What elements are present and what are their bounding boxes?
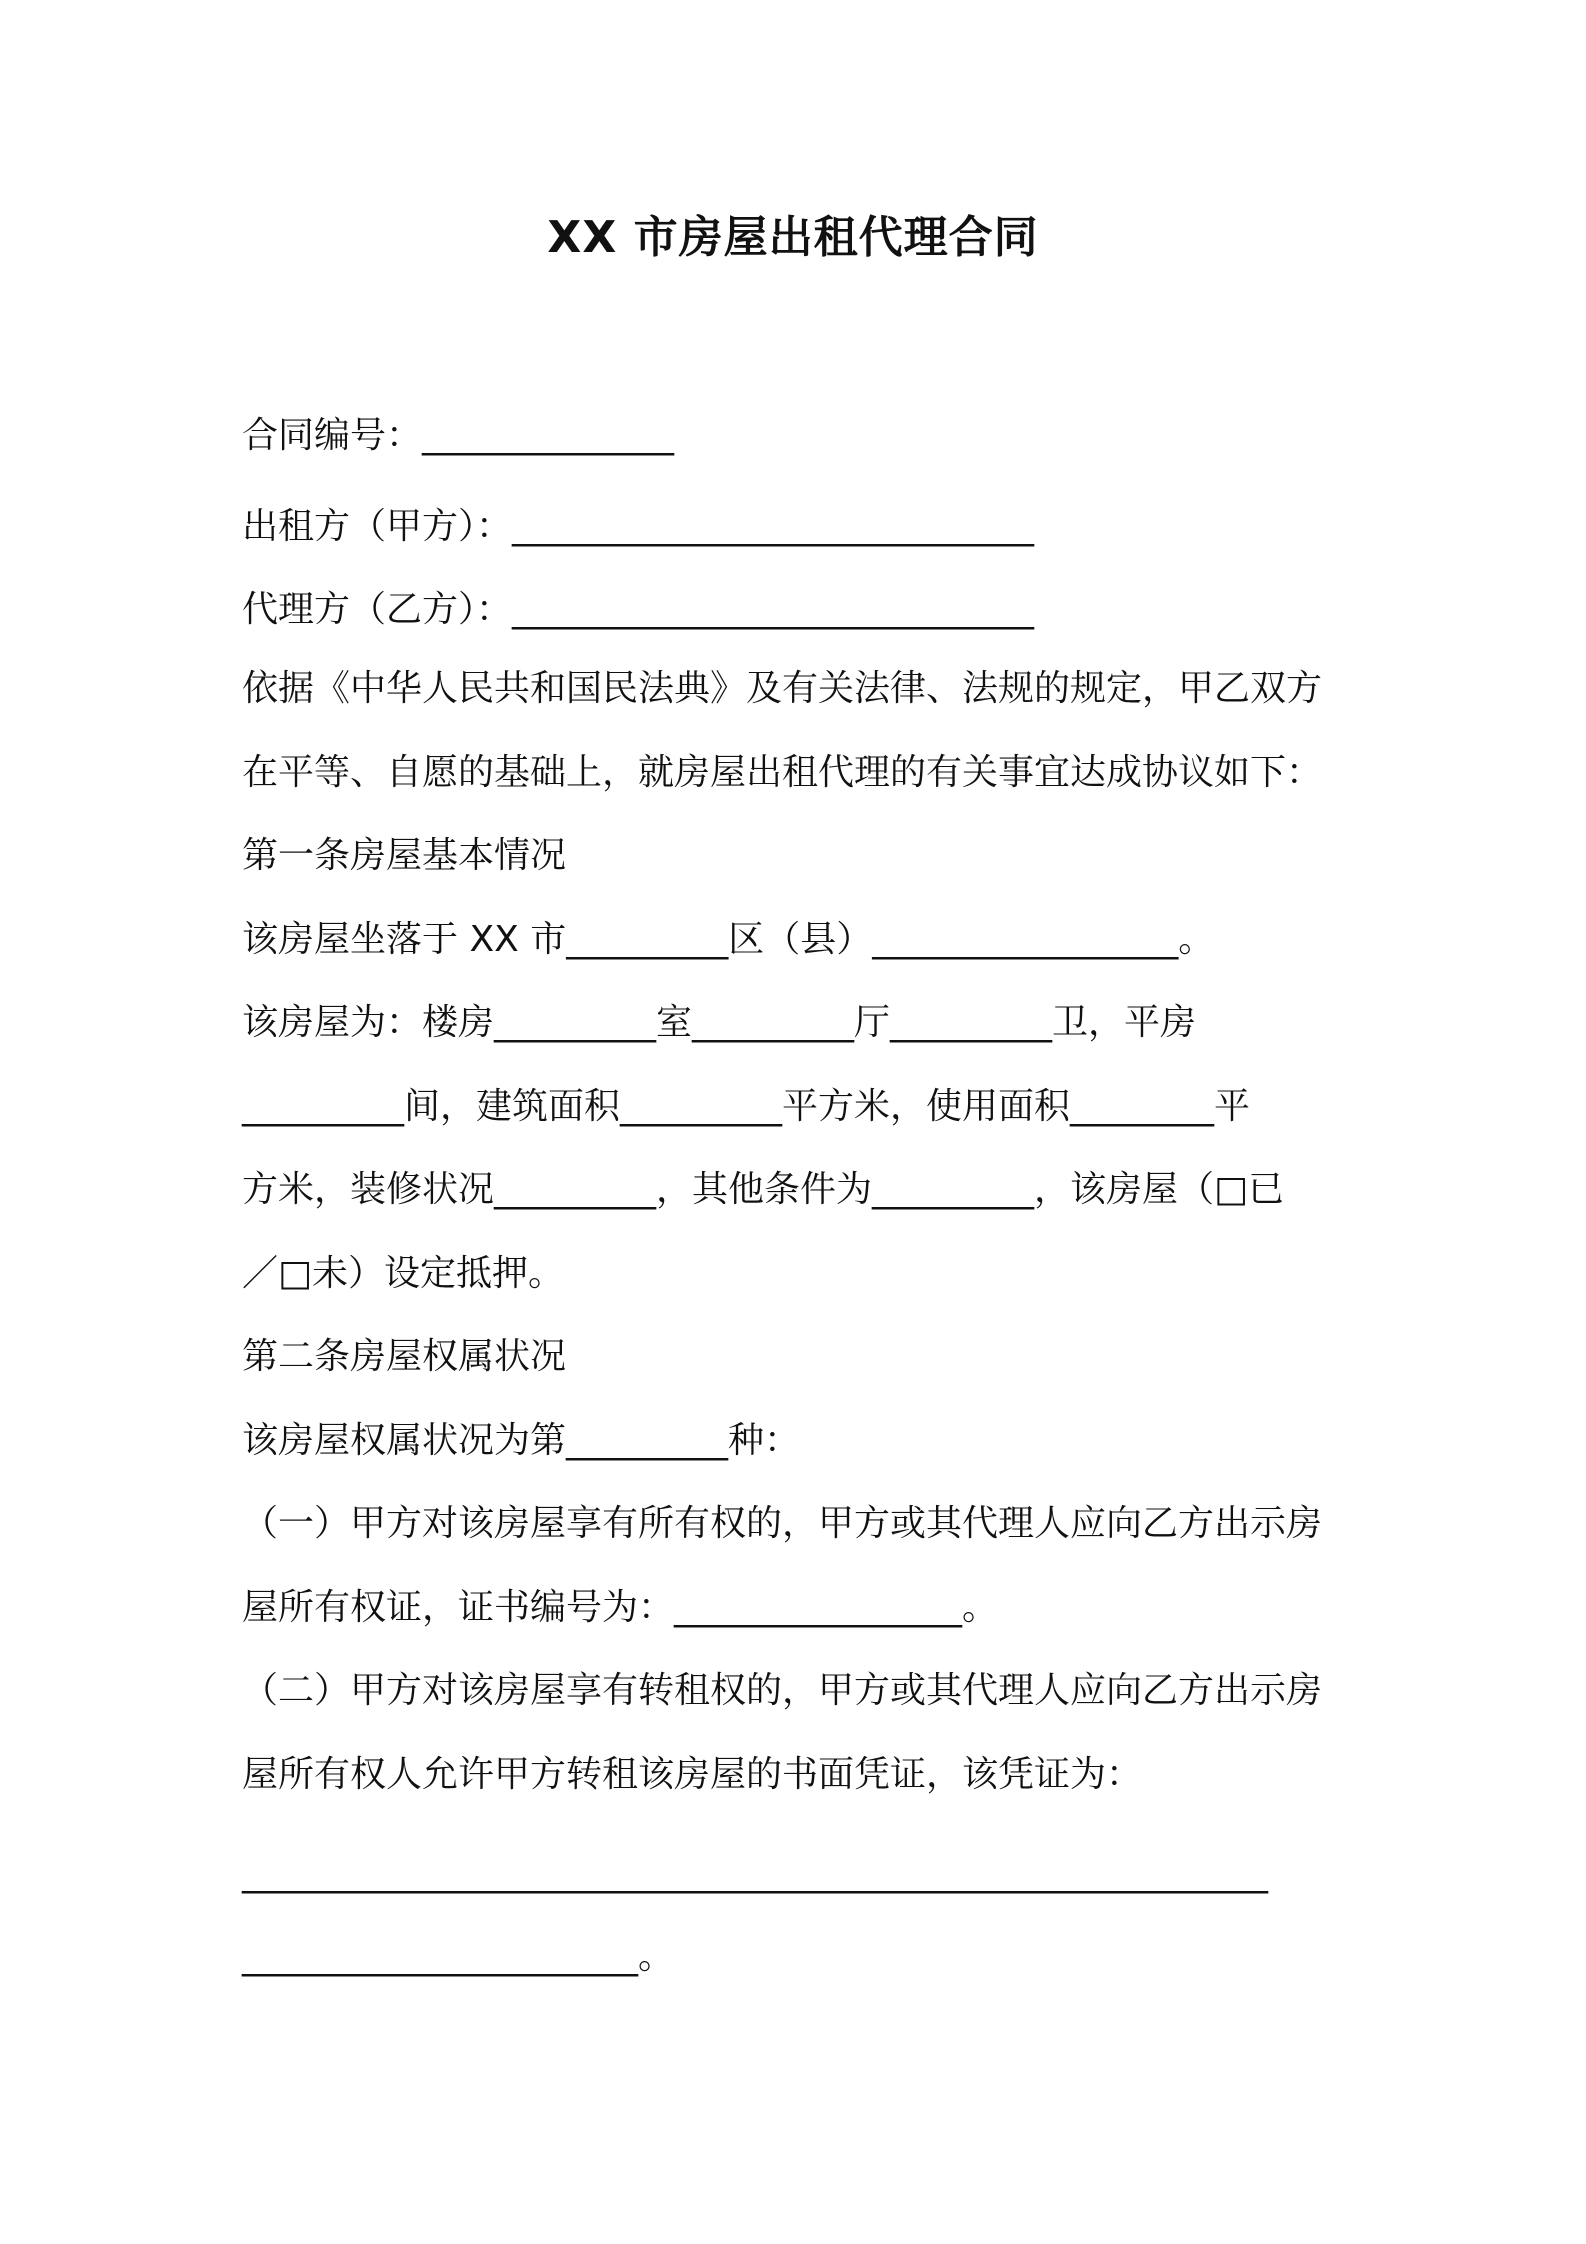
- article-1-heading: 第一条房屋基本情况: [242, 835, 567, 876]
- property-location-line: 该房屋坐落于 XX 市_________区（县）_________________。: [242, 919, 1215, 960]
- ownership-type-line: 该房屋权属状况为第_________种：: [242, 1420, 801, 1461]
- property-layout-line-1: 该房屋为：楼房_________室_________厅_________卫，平房: [242, 1002, 1197, 1043]
- preamble-line-2: 在平等、自愿的基础上，就房屋出租代理的有关事宜达成协议如下：: [242, 752, 1323, 793]
- preamble-line-1: 依据《中华人民共和国民法典》及有关法律、法规的规定，甲乙双方: [242, 668, 1323, 709]
- property-layout-line-3: 方米，装修状况_________，其他条件为_________，该房屋（□已: [242, 1169, 1285, 1210]
- contract-number-line: 合同编号：______________: [242, 415, 675, 456]
- article-2-heading: 第二条房屋权属状况: [242, 1336, 567, 1377]
- property-layout-line-4: ／□未）设定抵押。: [242, 1253, 565, 1294]
- ownership-clause-1-line-1: （一）甲方对该房屋享有所有权的，甲方或其代理人应向乙方出示房: [242, 1503, 1323, 1544]
- property-layout-line-2: _________间，建筑面积_________平方米，使用面积________平: [242, 1086, 1251, 1127]
- document-title: XX 市房屋出租代理合同: [547, 212, 1039, 263]
- lessor-party-line: 出租方（甲方）：_____________________________: [242, 506, 1035, 547]
- ownership-clause-2-line-1: （二）甲方对该房屋享有转租权的，甲方或其代理人应向乙方出示房: [242, 1670, 1323, 1711]
- certificate-blank-line-2: ______________________。: [242, 1936, 674, 1977]
- certificate-blank-line-1: _________________________________________________________: [242, 1853, 1268, 1894]
- ownership-clause-2-line-2: 屋所有权人允许甲方转租该房屋的书面凭证，该凭证为：: [242, 1754, 1143, 1795]
- ownership-clause-1-line-2: 屋所有权证，证书编号为：________________。: [242, 1587, 999, 1628]
- agent-party-line: 代理方（乙方）：_____________________________: [242, 589, 1035, 630]
